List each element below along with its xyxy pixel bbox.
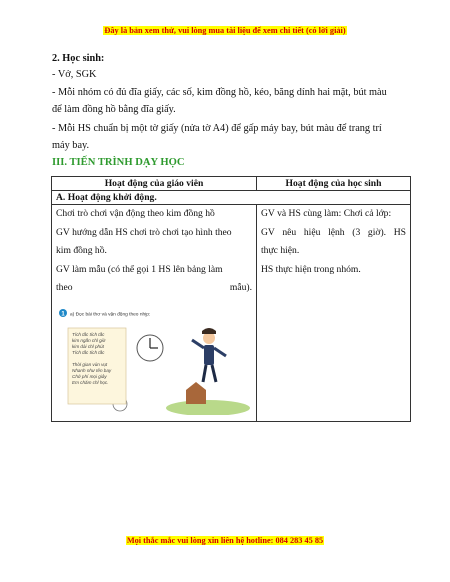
teacher-column-header: Hoạt động của giáo viên (52, 177, 257, 191)
section-title: III. TIẾN TRÌNH DẠY HỌC (52, 157, 185, 168)
illustration-scene (58, 308, 250, 415)
student-line: thực hiện. (261, 245, 300, 256)
lesson-table (51, 176, 411, 422)
teacher-line: Chơi trò chơi vận động theo kim đồng hồ (56, 208, 215, 219)
hotline-text: Mọi thắc mắc vui lòng xin liên hệ hotline: 084 283 45 85 (126, 536, 324, 545)
hoc-sinh-line-2: - Mỗi nhóm có đủ đĩa giấy, các số, kim đồng hồ, kéo, băng dính hai mặt, bút màu (52, 87, 387, 98)
textbook-illustration (58, 308, 250, 415)
student-line: GV nêu hiệu lệnh (3 giờ). HS (261, 226, 406, 238)
hoc-sinh-line-4: - Mỗi HS chuẩn bị một tờ giấy (nửa tờ A4) để gấp máy bay, bút màu để trang trí (52, 123, 382, 134)
child-hair (202, 328, 216, 334)
exercise-badge-number: 1 (61, 311, 65, 317)
child-body (204, 345, 214, 365)
teacher-line-split (56, 279, 252, 298)
poem-line: kim dài chỉ phút (72, 343, 104, 349)
student-line: GV và HS cùng làm: Chơi cả lớp: (261, 208, 392, 219)
hoc-sinh-line-3: để làm đồng hồ bằng đĩa giấy. (52, 104, 176, 115)
teacher-line: GV hướng dẫn HS chơi trò chơi tạo hình theo (56, 226, 232, 238)
table-row (52, 205, 411, 422)
hoc-sinh-heading: 2. Học sinh: (52, 53, 105, 64)
poem-line: Thời gian vùn vụt (72, 361, 108, 367)
warmup-heading: A. Hoạt động khởi động. (52, 191, 411, 205)
hoc-sinh-line-5: máy bay. (52, 140, 90, 151)
teacher-line: GV làm mẫu (có thể gọi 1 HS lên bảng làm (56, 263, 223, 275)
poem-line: Chớ phí mọi giây (72, 373, 107, 379)
teacher-line-right: mẫu). (229, 282, 252, 293)
student-line: HS thực hiện trong nhóm. (261, 263, 361, 275)
student-column-header: Hoạt động của học sinh (257, 177, 411, 191)
poem-line: Tích tắc tích tắc (72, 331, 105, 337)
table-header-row (52, 177, 411, 191)
grass-mound (166, 400, 250, 415)
hoc-sinh-line-1: - Vở, SGK (52, 69, 97, 80)
table-subheading-row (52, 191, 411, 205)
poem-line: Nhanh như tên bay (72, 367, 112, 373)
teacher-activity-cell (52, 205, 257, 422)
child-arm-right (214, 348, 226, 356)
child-leg-right (212, 365, 216, 382)
preview-notice-text: Đây là bản xem thử, vui lòng mua tài liệu để xem chi tiết (có lời giải) (104, 26, 346, 35)
child-arm-left (192, 340, 204, 348)
poem-line: Tích tắc tích tắc (72, 349, 105, 355)
preview-notice-banner (0, 26, 450, 35)
teacher-line: kim đồng hồ. (56, 245, 107, 256)
student-activity-cell (257, 205, 411, 422)
illustration-instruction: a) Đọc bài thơ và vận động theo nhịp: (70, 312, 151, 317)
small-house-icon (186, 382, 206, 404)
poem-line: kim ngắn chỉ giờ (72, 337, 106, 343)
hotline-banner (0, 536, 450, 545)
child-leg-left (203, 365, 206, 382)
poem-line: Em chăm chỉ học. (72, 379, 109, 385)
teacher-line-left: theo (56, 282, 73, 293)
